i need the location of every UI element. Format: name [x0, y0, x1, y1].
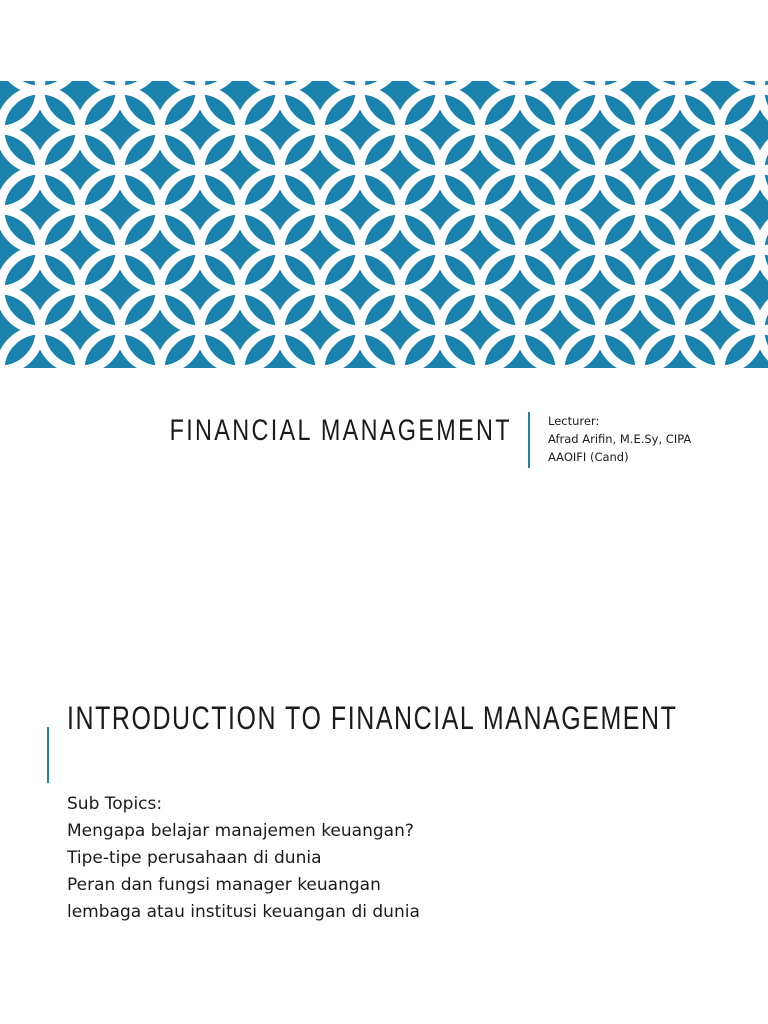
intro-slide	[0, 512, 768, 1024]
lecturer-label: Lecturer:	[548, 414, 600, 428]
list-item: Tipe-tipe perusahaan di dunia	[67, 848, 322, 868]
accent-divider	[528, 412, 530, 468]
subtopics-list	[67, 791, 420, 926]
decorative-pattern-banner	[0, 81, 768, 368]
lattice-rings	[0, 81, 768, 368]
lecturer-credential: AAOIFI (Cand)	[548, 450, 629, 464]
lecturer-name: Afrad Arifin, M.E.Sy, CIPA	[548, 432, 692, 446]
list-item: Mengapa belajar manajemen keuangan?	[67, 821, 414, 841]
accent-divider	[47, 727, 49, 783]
list-item: lembaga atau institusi keuangan di dunia	[67, 902, 420, 922]
subtopics-label: Sub Topics:	[67, 794, 163, 814]
circle-lattice-pattern	[0, 81, 768, 368]
slide-title: INTRODUCTION TO FINANCIAL MANAGEMENT	[67, 700, 678, 736]
list-item: Peran dan fungsi manager keuangan	[67, 875, 381, 895]
lecturer-info	[548, 412, 691, 466]
slide-title: FINANCIAL MANAGEMENT	[169, 414, 512, 447]
